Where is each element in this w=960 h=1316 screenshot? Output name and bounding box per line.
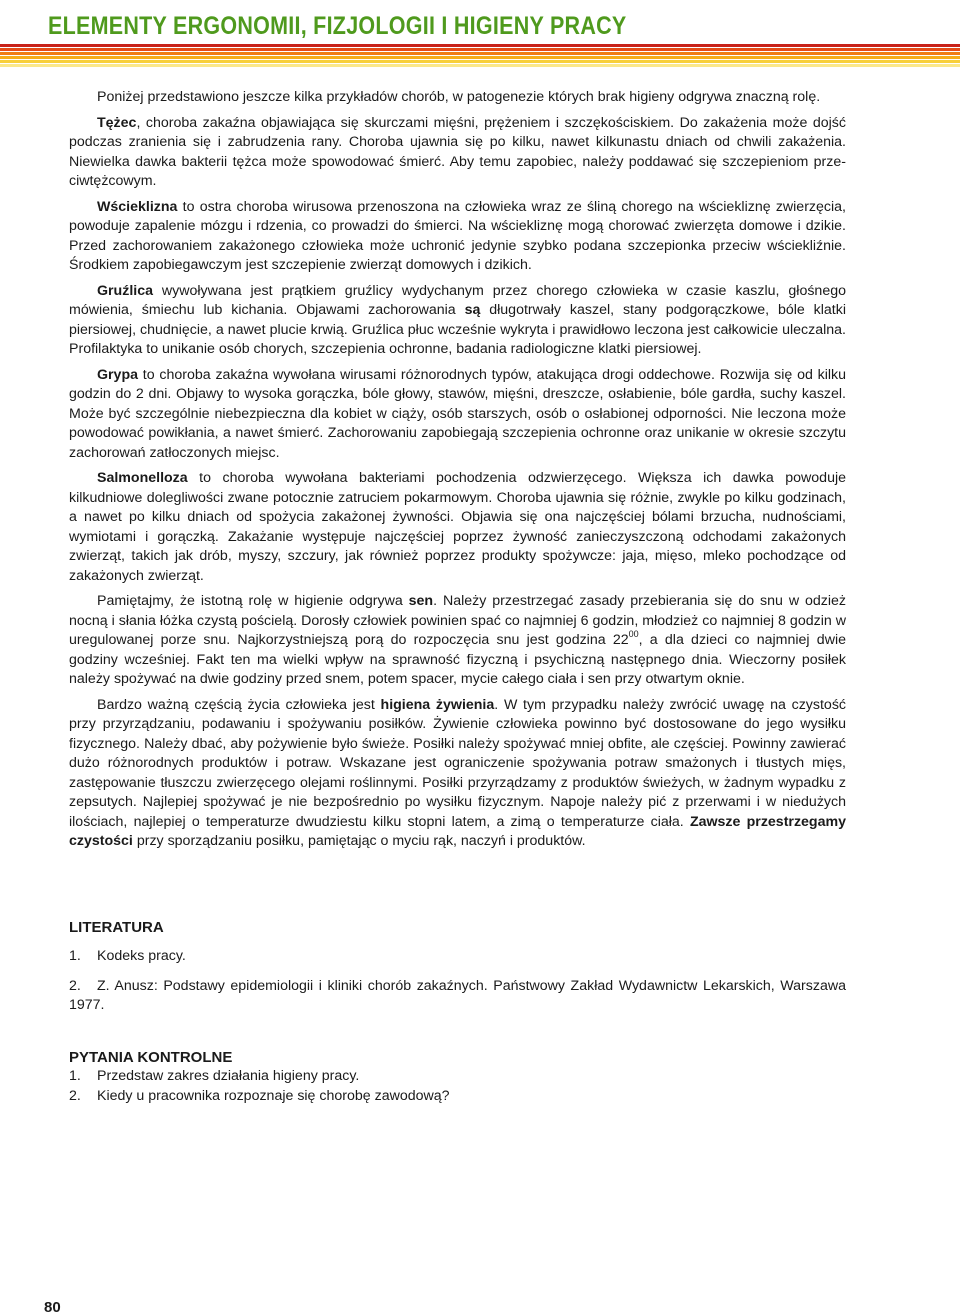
literature-list (69, 947, 846, 1016)
paragraph-grypa: Grypa to choroba zakaźna wywołana wirusami różnorodnych typów, atakująca drogi oddechowe. Rozwija się od kilku godzin do 2 dni. Objawy to wysoka gorączka, bóle głowy, stawów, mięśni, dreszcze, osłabienie, bóle gardła, suchy kaszel. Może być szczególnie niebezpieczna dla kobiet w ciąży, osób starszych, osób o osłabionej odporności. Nie leczona może powodować powikłania, a nawet śmierć. Zachorowaniu zapobiegają szczepienia ochronne oraz unikanie w okresie szczytu zachorowań zatłoczonych miejsc. (69, 366, 846, 461)
header-stripe (0, 56, 960, 59)
term: Tężec (97, 114, 137, 131)
term: higiena żywienia (380, 696, 495, 713)
paragraph-salmonelloza: Salmonelloza to choroba wywołana bakteriami pochodzenia odzwierzęcego. Większa ich dawka powoduje kilkudniowe dolegliwości zwane potocznie zatruciem pokarmowym. Choroba ujawnia się różnie, zwykle po kilku godzinach, a nawet po kilku dniach od spożycia zakażonej żywności. Objawia się ona najczęściej bólami brzucha, nudnościami, wymiotami i gorączką. Zakażanie występuje najczęściej poprzez żywność zanieczyszczoną odchodami zakażonych zwierząt, takich jak drób, myszy, szczury, jak również poprzez produkty spożywcze: jaja, mięso, mleko pochodzące od zakażonych zwierząt. (69, 470, 846, 584)
paragraph-tezec: Tężec, choroba zakaźna objawiająca się skurczami mięśni, prężeniem i szczękościskiem. Do zakażenia może dojść podczas zranienia się i zabrudzenia rany. Choroba ujawnia się po kilku, nawet kilkunastu dniach od chwili zakażenia. Niewielka dawka bakterii tężca może spowodować śmierć. Aby temu zapobiec, należy poddawać się szczepieniom prze-ciwtężcowym. (69, 114, 846, 189)
questions-list (69, 1067, 846, 1106)
term: Gruźlica (97, 282, 153, 299)
term: Grypa (97, 366, 139, 383)
term: Salmonelloza (97, 470, 188, 486)
list-item: 2. Z. Anusz: Podstawy epidemiologii i kliniki chorób zakaźnych. Państwowy Zakład Wydawnictw Lekarskich, Warszawa 1977. (69, 977, 846, 1013)
intro-paragraph: Poniżej przedstawiono jeszcze kilka przykładów chorób, w patogenezie których brak higieny odgrywa znaczną rolę. (97, 89, 821, 105)
paragraph-wscieklizna: Wścieklizna to ostra choroba wirusowa przenoszona na człowieka wraz ze śliną chorego na wściekliznę zwierzęcia, powoduje zapalenie mózgu i rdzenia, co prowadzi do śmierci. Na wściekliznę mogą chorować zwierzęta domowe i dzikie. Przed zachorowaniem zakażonego człowieka może uchronić jedynie szybko podana szczepionka przeciw wściekliźnie. Środkiem zapobiegawczym jest szczepienie zwierząt domowych i dzikich. (69, 198, 846, 273)
header-stripe (0, 64, 960, 67)
header-stripe (0, 44, 960, 47)
list-item: 2. Kiedy u pracownika rozpoznaje się chorobę zawodową? (69, 1087, 450, 1104)
page-number: 80 (44, 1299, 61, 1316)
paragraph-zywienie: Bardzo ważną częścią życia człowieka jest higiena żywienia. W tym przypadku należy zwrócić uwagę na czystość przy przyrządzaniu, podawaniu i spożywaniu posiłków. Żywienie człowieka powinno być dostosowane do jego wysiłku fizycznego. Należy dbać, aby pożywienie było świeże. Posiłki należy spożywać mniej obfite, ale częściej. Powinny zawierać dużo różnorodnych produktów i potraw. Wskazane jest ograniczenie spożywania potraw smażonych i tłustych mięs, zastępowanie tłuszczu zwierzęcego olejami roślinnymi. Posiłki przyrządzamy z produktów świeżych, w żadnym wypadku z zepsutych. Najlepiej spożywać je nie bezpośrednio po wysiłku fizycznym. Napoje należy pić z przerwami i w niedużych ilościach, najlepiej o temperaturze dwudziestu kilku stopni latem, a zimą o temperaturze ciała. Zawsze przestrzegamy czystości przy sporządzaniu posiłku, pamiętając o myciu rąk, naczyń i produktów. (69, 696, 847, 849)
header-stripe (0, 52, 960, 55)
term: Wścieklizna (97, 198, 178, 215)
header-stripe (0, 60, 960, 63)
term: sen (408, 593, 434, 609)
literature-heading: LITERATURA (69, 918, 164, 936)
list-item: 1. Przedstaw zakres działania higieny pracy. (69, 1068, 360, 1084)
paragraph-gruzlica: Gruźlica wywoływana jest prątkiem gruźlicy wydychanym przez chorego człowieka w czasie kaszlu, głośnego mówienia, śmiechu lub kichania. Objawami zachorowania są długotrwały kaszel, stany podgorączkowe, bóle klatki piersiowej, chudnięcie, a nawet plucie krwią. Gruźlica płuc wcześnie wykryta i prawidłowo leczona jest całkowicie uleczalna. Profilaktyka to unikanie osób chorych, szczepienia ochronne, badania radiologiczne klatki piersiowej. (69, 282, 846, 357)
page-header (0, 0, 960, 68)
main-content (69, 88, 846, 1106)
header-stripe (0, 48, 960, 51)
header-title: ELEMENTY ERGONOMII, FIZJOLOGII I HIGIENY PRACY (48, 12, 627, 40)
questions-heading: PYTANIA KONTROLNE (69, 1048, 233, 1066)
paragraph-sen: Pamiętajmy, że istotną rolę w higienie odgrywa sen. Należy przestrzegać zasady przebierania się do snu w odzież nocną i słania łóżka czystą pościelą. Dorosły człowiek powinien spać co najmniej 6 godzin, młodzież co najmniej 8 godzin w uregulowanej porze snu. Najkorzystniejszą porą do rozpoczęcia snu jest godzina $22^{00}$, a dla dzieci co najmniej dwie godziny wcześniej. Fakt ten ma wielki wpływ na sprawność fizyczną i psychiczną następnego dnia. Wieczorny posiłek należy spożywać na dwie godziny przed snem, potem spacer, mycie całego ciała i sen przy otwartym oknie. (69, 593, 846, 687)
list-item: 1. Kodeks pracy. (69, 948, 186, 964)
